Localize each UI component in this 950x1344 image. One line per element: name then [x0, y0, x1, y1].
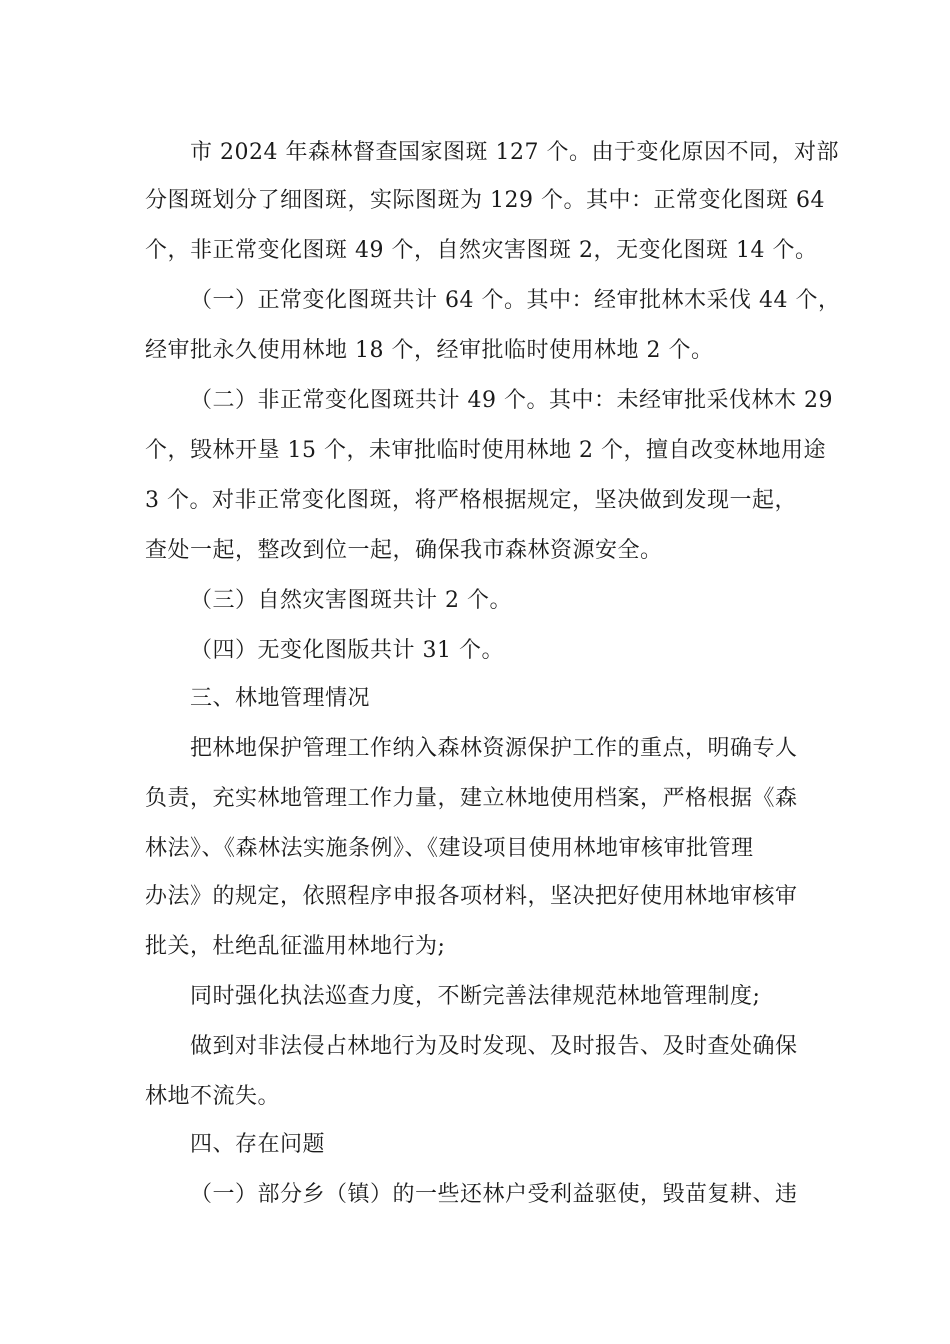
text-line: 个，毁林开垦 15 个，未审批临时使用林地 2 个，擅自改变林地用途	[145, 438, 826, 463]
text-line: （四）无变化图版共计 31 个。	[190, 638, 504, 663]
section-heading: 三、林地管理情况	[190, 686, 371, 711]
text-line: （一）部分乡（镇）的一些还林户受利益驱使，毁苗复耕、违	[190, 1182, 798, 1207]
text-line: 个，非正常变化图斑 49 个，自然灾害图斑 2，无变化图斑 14 个。	[145, 238, 818, 263]
text-line: 分图斑划分了细图斑，实际图斑为 129 个。其中：正常变化图斑 64	[145, 188, 825, 213]
text-line: 做到对非法侵占林地行为及时发现、及时报告、及时查处确保	[190, 1034, 798, 1059]
text-line: （一）正常变化图斑共计 64 个。其中：经审批林木采伐 44 个，	[190, 288, 841, 313]
section-heading: 四、存在问题	[190, 1132, 326, 1157]
text-line: 查处一起，整改到位一起，确保我市森林资源安全。	[145, 538, 663, 563]
text-line: 经审批永久使用林地 18 个，经审批临时使用林地 2 个。	[145, 338, 714, 363]
text-line: 市 2024 年森林督查国家图斑 127 个。由于变化原因不同，对部	[190, 140, 839, 165]
text-line: 林地不流失。	[145, 1084, 281, 1109]
text-line: 林法》、《森林法实施条例》、《建设项目使用林地审核审批管理	[145, 836, 754, 861]
text-line: （三）自然灾害图斑共计 2 个。	[190, 588, 512, 613]
text-line: 负责，充实林地管理工作力量，建立林地使用档案，严格根据《森	[145, 786, 798, 811]
text-line: 同时强化执法巡查力度，不断完善法律规范林地管理制度;	[190, 984, 761, 1009]
text-line: 办法》的规定，依照程序申报各项材料，坚决把好使用林地审核审	[145, 884, 798, 909]
text-line: 把林地保护管理工作纳入森林资源保护工作的重点，明确专人	[190, 736, 798, 761]
text-line: （二）非正常变化图斑共计 49 个。其中：未经审批采伐林木 29	[190, 388, 833, 413]
text-line: 批关，杜绝乱征滥用林地行为;	[145, 934, 446, 959]
text-line: 3 个。对非正常变化图斑，将严格根据规定，坚决做到发现一起，	[145, 488, 797, 513]
